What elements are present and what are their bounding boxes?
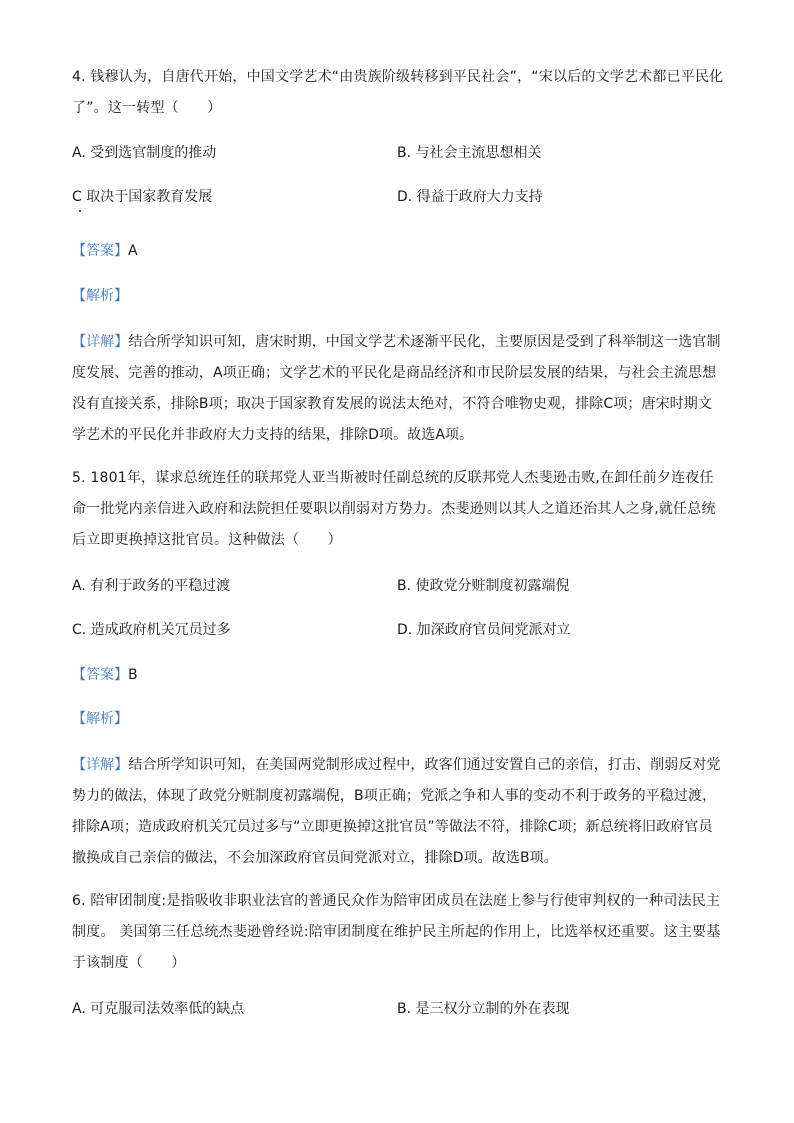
stray-dot <box>79 210 81 212</box>
answer-label: 【答案】 <box>72 667 128 683</box>
detail-label: 【详解】 <box>72 757 129 773</box>
question-5-analysis-label: 【解析】 <box>72 711 128 727</box>
question-6-option-b: B. 是三权分立制的外在表现 <box>397 1001 570 1017</box>
question-4-option-d: D. 得益于政府大力支持 <box>397 189 543 205</box>
question-4-option-c: C 取决于国家教育发展 <box>72 189 213 205</box>
question-4-detail <box>72 327 724 451</box>
detail-text: 结合所学知识可知，在美国两党制形成过程中，政客们通过安置自己的亲信，打击、削弱反对党势力的做法，体现了政党分赃制度初露端倪，B项正确；党派之争和人事的变动不利于政务的平稳过渡，排除A项；造成政府机关冗员过多与“立即更换掉这批官员”等做法不符，排除C项；新总统将旧政府官员撤换成自己亲信的做法，不会加深政府官员间党派对立，排除D项。故选B项。 <box>72 757 721 866</box>
answer-label: 【答案】 <box>72 243 128 259</box>
question-5-option-a: A. 有利于政务的平稳过渡 <box>72 578 231 594</box>
question-5-option-b: B. 使政党分赃制度初露端倪 <box>397 578 570 594</box>
question-4-stem: 4. 钱穆认为，自唐代开始，中国文学艺术“由贵族阶级转移到平民社会”，“宋以后的文学艺术都已平民化了”。这一转型（ ） <box>72 69 724 116</box>
question-5-detail <box>72 750 724 874</box>
question-4-option-b: B. 与社会主流思想相关 <box>397 145 542 161</box>
answer-value: B <box>128 667 138 683</box>
question-5-option-d: D. 加深政府官员间党派对立 <box>397 622 571 638</box>
question-6-stem: 6. 陪审团制度:是指吸收非职业法官的普通民众作为陪审团成员在法庭上参与行使审判权的一种司法民主制度。 美国第三任总统杰斐逊曾经说:陪审团制度在维护民主所起的作用上，比选举权还重要。这主要基于该制度（ ） <box>72 893 721 971</box>
question-6-option-a: A. 可克服司法效率低的缺点 <box>72 1001 245 1017</box>
question-5-answer <box>72 665 138 685</box>
detail-text: 结合所学知识可知，唐宋时期，中国文学艺术逐渐平民化，主要原因是受到了科举制这一选官制度发展、完善的推动，A项正确；文学艺术的平民化是商品经济和市民阶层发展的结果，与社会主流思想没有直接关系，排除B项；取决于国家教育发展的说法太绝对，不符合唯物史观，排除C项；唐宋时期文学艺术的平民化并非政府大力支持的结果，排除D项。故选A项。 <box>72 334 721 443</box>
question-5-stem: 5. 1801年，谋求总统连任的联邦党人亚当斯被时任副总统的反联邦党人杰斐逊击败,在卸任前夕连夜任命一批党内亲信进入政府和法院担任要职以削弱对方势力。杰斐逊则以其人之道还治其人之身,就任总统后立即更换掉这批官员。这种做法（ ） <box>72 470 716 548</box>
question-4-analysis-label: 【解析】 <box>72 288 128 304</box>
detail-label: 【详解】 <box>72 334 129 350</box>
question-4-option-a: A. 受到选官制度的推动 <box>72 145 217 161</box>
answer-value: A <box>128 243 138 259</box>
question-5-option-c: C. 造成政府机关冗员过多 <box>72 622 231 638</box>
question-4-answer <box>72 241 138 261</box>
